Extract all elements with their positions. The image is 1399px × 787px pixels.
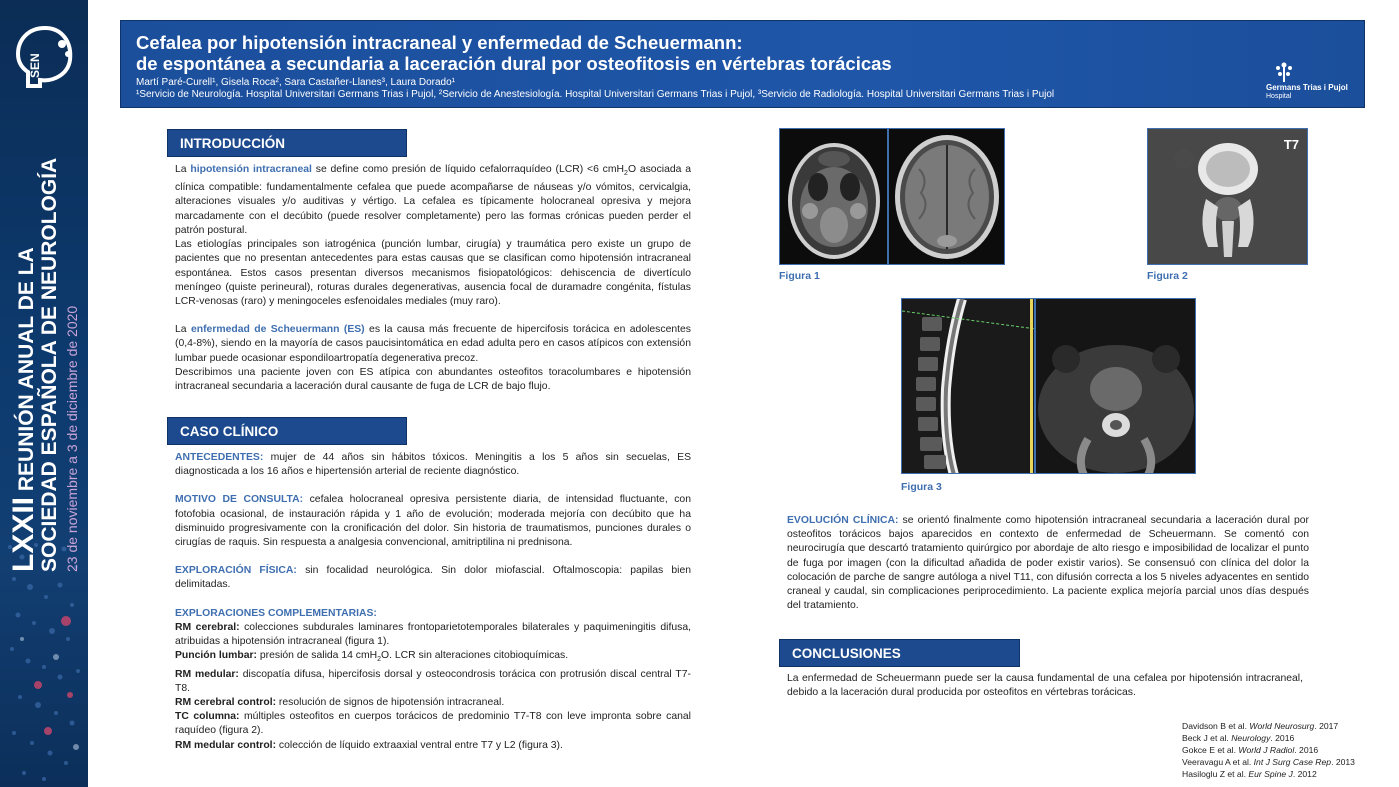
conclusions-text: La enfermedad de Scheuermann puede ser la causa fundamental de una cefalea por hipotensión intracraneal, debido a la laceración dural producida por osteofitos en vértebras torácicas. — [787, 673, 1303, 699]
hospital-logo — [1266, 61, 1346, 101]
evolucion-label: EVOLUCIÓN CLÍNICA: — [787, 515, 899, 526]
authors: Martí Paré-Curell¹, Gisela Roca², Sara Castañer-Llanes³, Laura Dorado¹ — [136, 77, 456, 88]
conference-dates: 23 de noviembre a 3 de diciembre de 2020 — [64, 305, 80, 572]
motivo-label: MOTIVO DE CONSULTA: — [175, 494, 304, 506]
reference-item: Gokce E et al. World J Radiol. 2016 — [1182, 745, 1319, 755]
figure-3-sagittal-mri — [901, 298, 1035, 474]
figure-2-caption: Figura 2 — [1147, 270, 1188, 282]
intro-paragraph-4: Describimos una paciente joven con ES atípica con abundantes osteofitos toracolumbares e hipotensión intracraneal secundaria a laceración dural causante de fuga de LCR de bajo flujo. — [175, 366, 691, 392]
figure-1-axial-mri-b — [888, 128, 1005, 265]
figure-3-caption: Figura 3 — [901, 481, 942, 493]
conference-title — [7, 157, 81, 572]
reference-item: Hasiloglu Z et al. Eur Spine J. 2012 — [1182, 769, 1317, 779]
figure-2-level-label: T7 — [1283, 137, 1299, 152]
hospital-logo-sub: Hospital — [1266, 93, 1292, 100]
figure-2-ct-t7 — [1147, 128, 1308, 265]
antecedentes-label: ANTECEDENTES: — [175, 452, 264, 463]
mri-axial-skull-base-image — [780, 129, 888, 265]
figure-1-caption: Figura 1 — [779, 270, 820, 282]
mri-sagittal-spine-image — [902, 299, 1035, 474]
conference-title-line2: SOCIEDAD ESPAÑOLA DE NEUROLOGÍA — [38, 157, 61, 572]
references-list — [1182, 720, 1355, 780]
sen-logo-text: SEN — [28, 53, 42, 78]
hospital-flower-icon — [1272, 61, 1296, 83]
reference-item: Davidson B et al. World Neurosurg. 2017 — [1182, 721, 1339, 731]
conference-sidebar — [0, 0, 88, 787]
conclusions-heading: CONCLUSIONES — [779, 639, 1020, 667]
reference-item: Veeravagu A et al. Int J Surg Case Rep. 2013 — [1182, 757, 1355, 767]
conference-number: LXXII — [7, 496, 40, 572]
intro-term-hipotension: hipotensión intracraneal — [190, 164, 312, 175]
reference-item: Beck J et al. Neurology. 2016 — [1182, 733, 1295, 743]
complementarias-label: EXPLORACIONES COMPLEMENTARIAS: — [175, 607, 377, 619]
intro-heading: INTRODUCCIÓN — [167, 129, 407, 157]
mri-axial-brain-image — [889, 129, 1005, 265]
exploracion-label: EXPLORACIÓN FÍSICA: — [175, 565, 297, 577]
affiliations: ¹Servicio de Neurología. Hospital Universitari Germans Trias i Pujol, ²Servicio de Anestesiología. Hospital Universitari Germans Trias i Pujol, ³Servicio de Radiología. Hospital Universitari Germans Trias i Pujol — [136, 89, 1055, 100]
intro-text: La hipotensión intracraneal se define como presión de líquido cefalorraquídeo (LCR) <6 cmH$_2$O asociada a clínica compatible: fundamentalmente cefalea que puede acompañarse de náuseas y/o vómitos, cervicalgia, alteraciones visuales y/o auditivas y vértigo. La cefalea es típicamente holocraneal opresiva y mejora marcadamente con el decúbito (puede resolver completamente) pero las formas crónicas pueden perder el patrón postural. Las etiologías principales son iatrogénica (punción lumbar, cirugía) y traumática pero existe un grupo de pacientes que no presentan antecedentes para estas causas que se clasifican como hipotensión intracraneal espontánea. Estos casos presentan diversos mecanismos fisiopatológicos: dehiscencia de divertículo meníngeo (quiste perineural), roturas durales degenerativas, ausencia focal de duramadre congénita, fístulas LCR-venosas (raro) y meningoceles esfenoidales mediales (muy raro). La enfermedad de Scheuermann (ES) es la causa más frecuente de hipercifosis torácica en adolescentes (0,4-8%), siendo en la mayoría de casos paucisintomática en edad adulta pero en casos atípicos con extensión lumbar puede ocasionar espondiloartropatía degenerativa precoz. Describimos una paciente joven con ES atípica con abundantes osteofitos toracolumbares e hipotensión intracraneal secundaria a laceración dural causante de fuga de LCR de bajo flujo. — [175, 163, 691, 394]
intro-term-scheuermann: enfermedad de Scheuermann (ES) — [190, 324, 365, 336]
poster-header — [120, 20, 1365, 108]
conference-title-line1: REUNIÓN ANUAL DE LA — [15, 247, 38, 492]
intro-paragraph-2: Las etiologías principales son iatrogénica (punción lumbar, cirugía) y traumática pero existe un grupo de pacientes que no presentan antecedentes para estas causas que se clasifican como hipotensión intracraneal espontánea. Estos casos presentan diversos mecanismos fisiopatológicos: dehiscencia de divertículo meníngeo (quiste perineural), roturas durales degenerativas, ausencia focal de duramadre congénita, fístulas LCR-venosas (raro) y meningoceles esfenoidales mediales (muy raro). — [175, 239, 691, 307]
hospital-logo-name: Germans Trias i Pujol — [1266, 83, 1348, 92]
mri-axial-spine-image — [1036, 299, 1196, 474]
figure-1-axial-mri-a — [779, 128, 888, 265]
case-heading: CASO CLÍNICO — [167, 417, 407, 445]
evolucion-text: EVOLUCIÓN CLÍNICA: se orientó finalmente como hipotensión intracraneal secundaria a laceración dural por osteofitos torácicos bajos aparecidos en contexto de enfermedad de Scheuermann. Se comentó con neurocirugía que descartó tratamiento quirúrgico por abordaje de alto riesgo e imposibilidad de localizar el punto de fuga por imagen (con la dificultad añadida de poder existir varios). Se consensuó con clínica del dolor la colocación de parche de sangre autóloga a nivel T11, con difusión correcta a los 5 niveles adyacentes en sentido craneal y caudal, sin complicaciones periprocedimiento. La paciente explica mejoría parcial unos días después del tratamiento. — [787, 515, 1309, 612]
poster-title-line1: Cefalea por hipotensión intracraneal y enfermedad de Scheuermann: — [136, 32, 743, 53]
sen-logo — [10, 22, 80, 102]
figure-3-axial-mri — [1035, 298, 1196, 474]
poster-title-line2: de espontánea a secundaria a laceración dural por osteofitosis en vértebras torácicas — [136, 53, 892, 74]
case-text: ANTECEDENTES: mujer de 44 años sin hábitos tóxicos. Meningitis a los 5 años sin secuelas, ES diagnosticada a los 16 años e hipertensión arterial de reciente diagnóstico. MOTIVO DE CONSULTA: cefalea holocraneal opresiva persistente diaria, de intensidad fluctuante, con fotofobia ocasional, de instauración rápida y 1 año de evolución; moderada mejoría con decúbito que ha disminuido progresivamente con la cronificación del dolor. Sin historia de traumatismos, punciones durales o cirugías de raquis. Sin respuesta a analgesia convencional, amitriptilina ni prednisona. EXPLORACIÓN FÍSICA: sin focalidad neurológica. Sin dolor miofascial. Oftalmoscopia: papilas bien delimitadas. EXPLORACIONES COMPLEMENTARIAS: RM cerebral: colecciones subdurales laminares frontoparietotemporales bilaterales y paquimeningitis difusa, atribuidas a hipotensión intracraneal (figura 1). Punción lumbar: presión de salida 14 cmH$_2$O. LCR sin alteraciones citobioquímicas. RM medular: discopatía difusa, hipercifosis dorsal y osteocondrosis torácica con protrusión discal central T7-T8. RM cerebral control: resolución de signos de hipotensión intracraneal. TC columna: múltiples osteofitos en cuerpos torácicos de predominio T7-T8 con leve impronta sobre canal raquídeo (figura 2). RM medular control: colección de líquido extraaxial ventral entre T7 y L2 (figura 3). — [175, 452, 691, 751]
